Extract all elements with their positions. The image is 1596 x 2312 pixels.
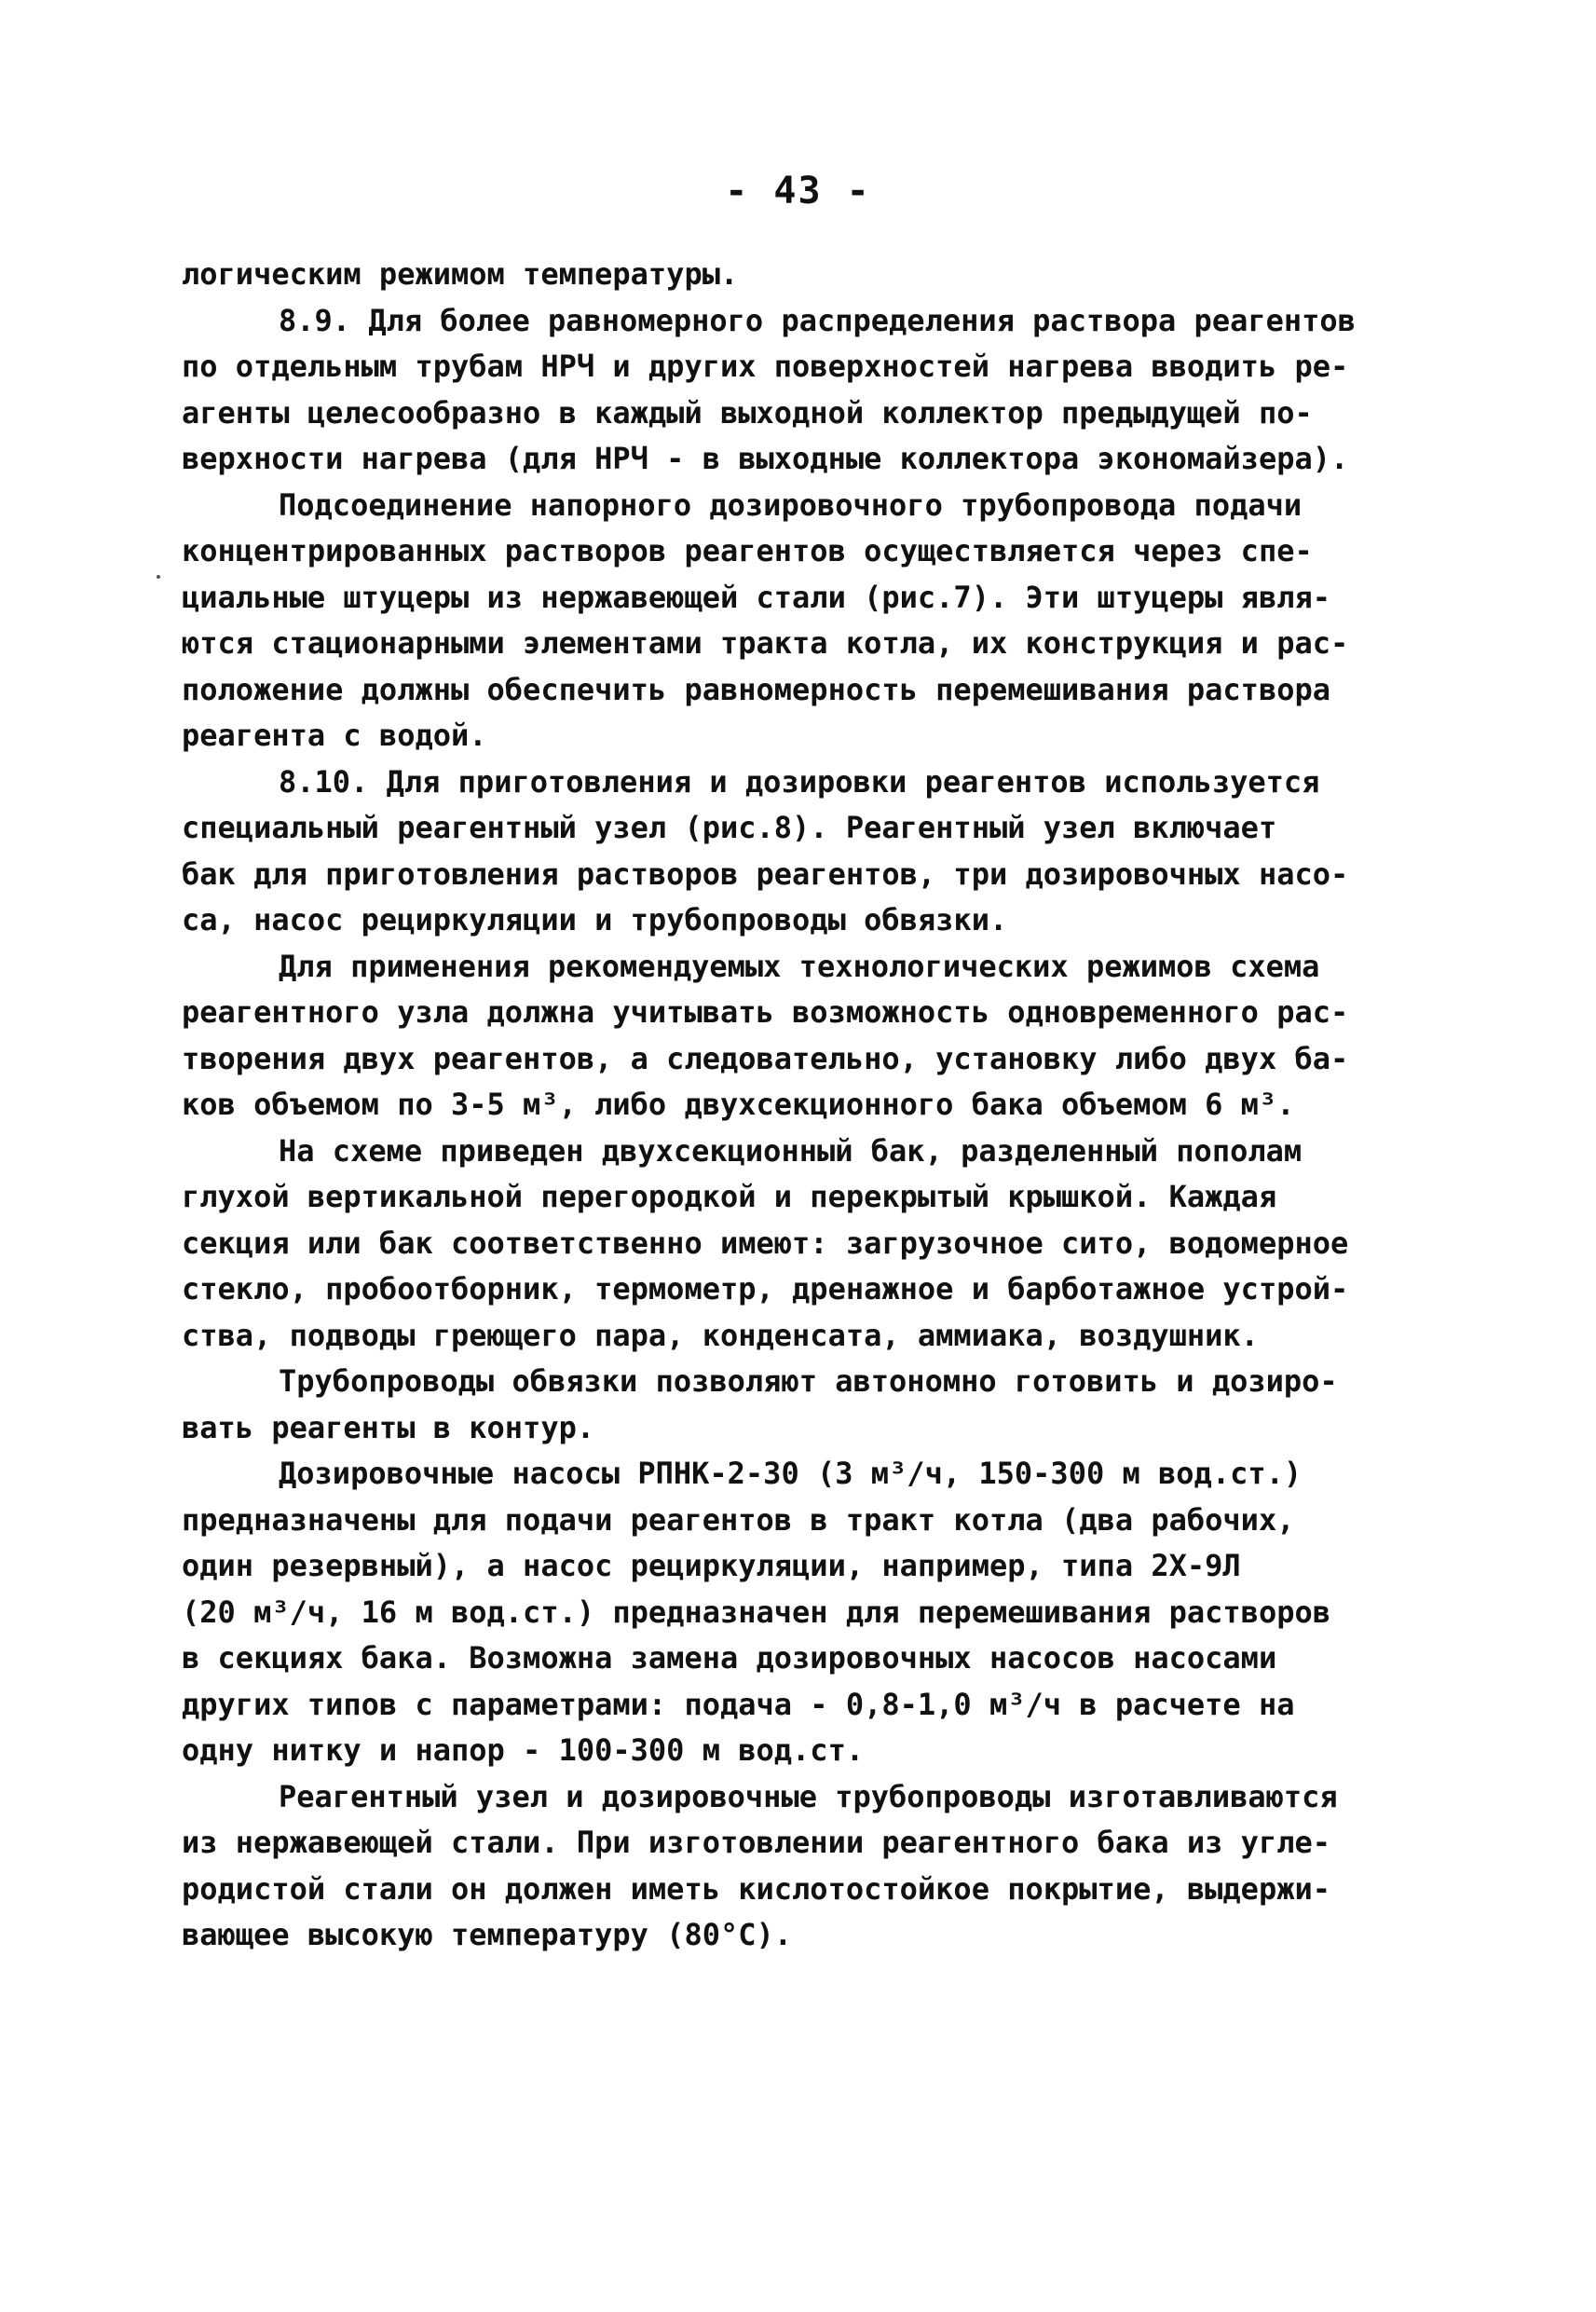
paragraph-first-line: Реагентный узел и дозировочные трубопроводы изготавливаются <box>279 1778 1338 1814</box>
text-line: родистой стали он должен иметь кислотостойкое покрытие, выдержи- <box>182 1870 1330 1907</box>
text-line: ства, подводы греющего пара, конденсата, аммиака, воздушник. <box>182 1317 1259 1353</box>
paragraph-first-line: На схеме приведен двухсекционный бак, разделенный пополам <box>279 1132 1303 1169</box>
text-line: предназначены для подачи реагентов в тракт котла (два рабочих, <box>182 1501 1295 1538</box>
body-text <box>182 252 1449 1959</box>
text-line: положение должны обеспечить равномерность перемешивания раствора <box>182 671 1330 707</box>
text-line: агенты целесообразно в каждый выходной коллектор предыдущей по- <box>182 394 1313 431</box>
text-line: ются стационарными элементами тракта котла, их конструкция и рас- <box>182 625 1349 661</box>
text-line: других типов с параметрами: подача - 0,8-1,0 м³/ч в расчете на <box>182 1686 1295 1722</box>
text-line: бак для приготовления растворов реагентов, три дозировочных насо- <box>182 855 1349 892</box>
text-line: стекло, пробоотборник, термометр, дренажное и барботажное устрой- <box>182 1271 1349 1306</box>
paragraph-8-10-heading-line: 8.10. Для приготовления и дозировки реагентов используется <box>279 763 1320 800</box>
text-line: ков объемом по 3-5 м³, либо двухсекционного бака объемом 6 м³. <box>182 1087 1295 1122</box>
text-line: концентрированных растворов реагентов осуществляется через спе- <box>182 533 1313 568</box>
scan-dot-mark <box>157 575 160 579</box>
text-line: секция или бак соответственно имеют: загрузочное сито, водомерное <box>182 1224 1349 1261</box>
paragraph-first-line: Для применения рекомендуемых технологических режимов схема <box>279 948 1320 984</box>
text-line: вающее высокую температуру (80°С). <box>182 1917 793 1952</box>
paragraph-8-9-heading-line: 8.9. Для более равномерного распределения раствора реагентов <box>279 302 1356 338</box>
text-line: один резервный), а насос рециркуляции, например, типа 2Х-9Л <box>182 1548 1241 1583</box>
paragraph-first-line: Подсоединение напорного дозировочного трубопровода подачи <box>279 486 1303 523</box>
text-line: логическим режимом температуры. <box>182 256 739 292</box>
text-line: реагента с водой. <box>182 718 487 753</box>
text-line: в секциях бака. Возможна замена дозировочных насосов насосами <box>182 1640 1277 1676</box>
paragraph-first-line: Трубопроводы обвязки позволяют автономно готовить и дозиро- <box>279 1363 1338 1399</box>
text-line: циальные штуцеры из нержавеющей стали (рис.7). Эти штуцеры явля- <box>182 579 1330 615</box>
text-line: са, насос рециркуляции и трубопроводы обвязки. <box>182 902 1008 937</box>
text-line: (20 м³/ч, 16 м вод.ст.) предназначен для перемешивания растворов <box>182 1594 1330 1630</box>
text-line: специальный реагентный узел (рис.8). Реагентный узел включает <box>182 810 1277 845</box>
paragraph-first-line: Дозировочные насосы РПНК-2-30 (3 м³/ч, 150-300 м вод.ст.) <box>279 1456 1303 1491</box>
text-line: верхности нагрева (для НРЧ - в выходные коллектора экономайзера). <box>182 441 1349 476</box>
text-line: вать реагенты в контур. <box>182 1409 595 1445</box>
text-line: по отдельным трубам НРЧ и других поверхностей нагрева вводить ре- <box>182 349 1349 384</box>
text-line: одну нитку и напор - 100-300 м вод.ст. <box>182 1732 865 1768</box>
page-number: - 43 - <box>725 170 871 212</box>
text-line: творения двух реагентов, а следовательно, установку либо двух ба- <box>182 1040 1349 1076</box>
text-line: глухой вертикальной перегородкой и перекрытый крышкой. Каждая <box>182 1179 1277 1214</box>
text-line: реагентного узла должна учитывать возможность одновременного рас- <box>182 994 1349 1030</box>
text-line: из нержавеющей стали. При изготовлении реагентного бака из угле- <box>182 1825 1330 1860</box>
